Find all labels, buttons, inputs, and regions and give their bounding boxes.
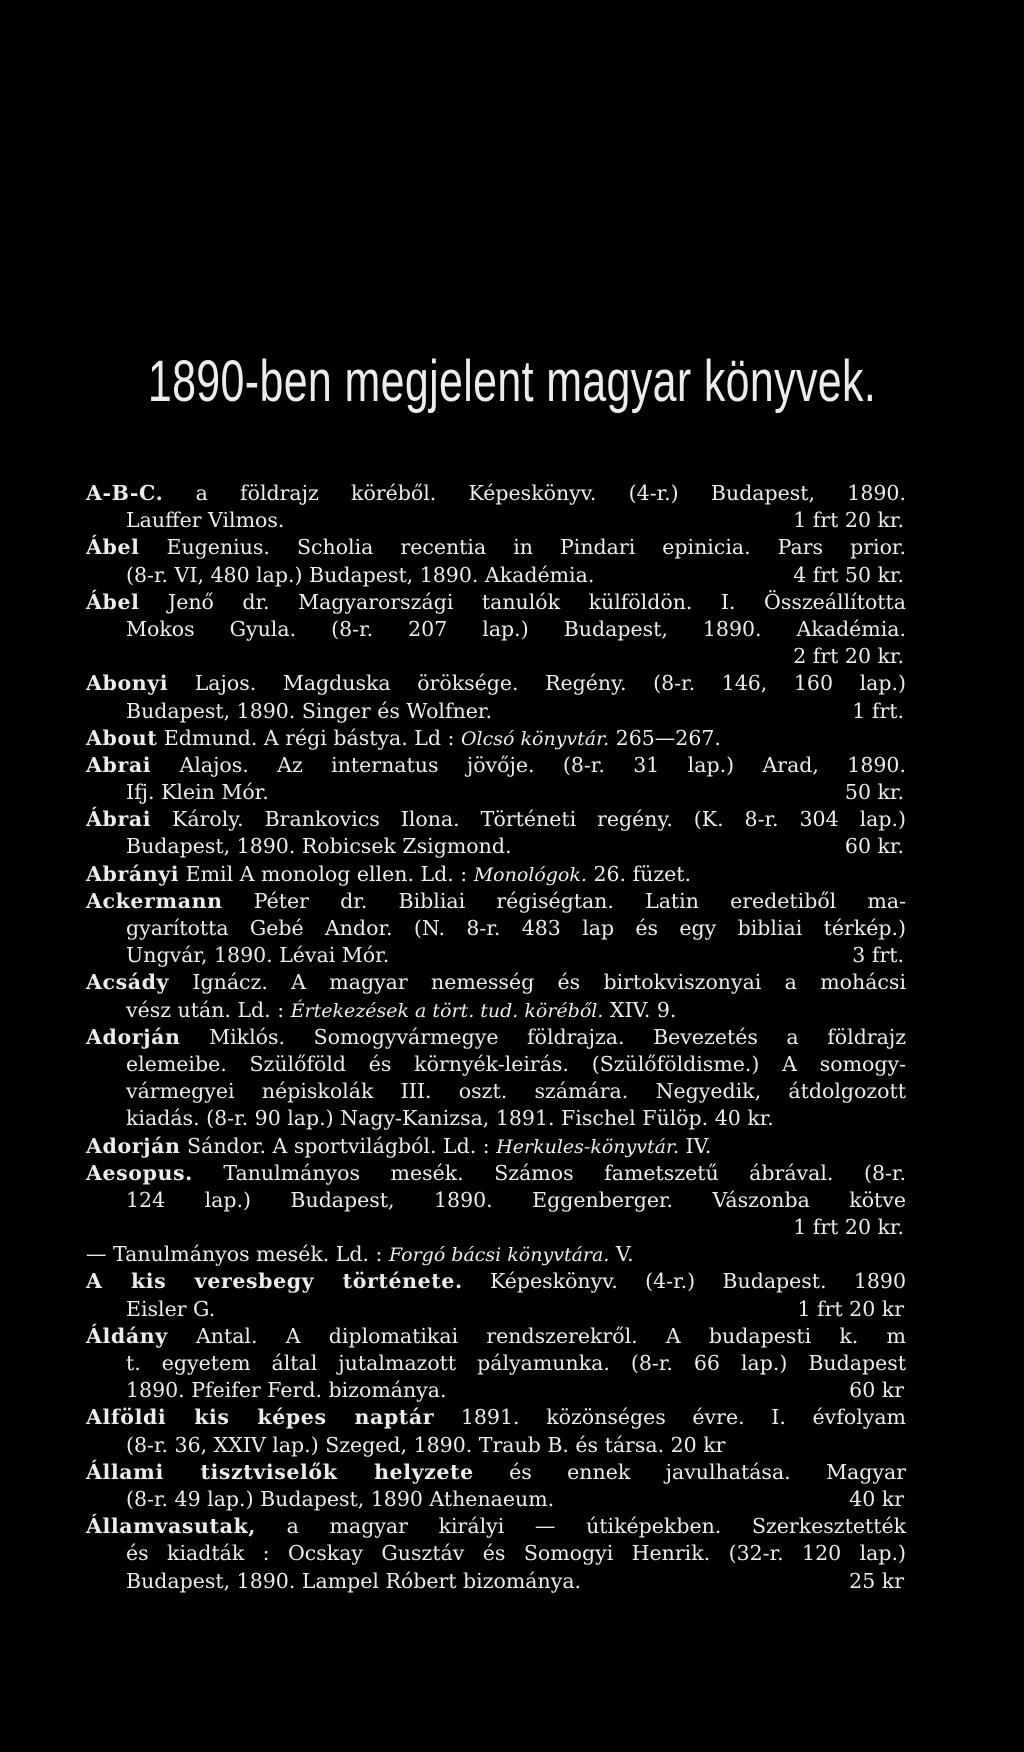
entry-price: 1 frt 20 kr. xyxy=(793,1215,904,1240)
entry-line xyxy=(86,779,906,806)
entry-body: Ifj. Klein Mór. xyxy=(126,780,269,805)
entry-series-number: 265—267. xyxy=(609,725,721,750)
entry-body: Képeskönyv. (4-r.) Budapest. 1890 xyxy=(462,1269,907,1294)
entry-line xyxy=(86,1296,906,1323)
entry-body: Ignácz. A magyar nemesség és birtokviszonyai a mohácsi xyxy=(169,970,906,995)
entry-list xyxy=(86,480,906,1595)
entry-line xyxy=(86,1323,906,1350)
entry-body: Budapest, 1890. Lampel Róbert bizománya. xyxy=(126,1568,582,1593)
entry-line xyxy=(86,1350,906,1377)
entry-price: 1 frt 20 kr xyxy=(797,1296,904,1321)
entry-line xyxy=(86,915,906,942)
entry-series-number: V. xyxy=(609,1242,634,1267)
entry-line xyxy=(86,997,906,1024)
entry-headword: Ábel xyxy=(86,589,140,614)
entry-line xyxy=(86,534,906,561)
entry-line xyxy=(86,725,906,752)
entry-headword: Alföldi kis képes naptár xyxy=(86,1405,435,1430)
entry-body: Mokos Gyula. (8-r. 207 lap.) Budapest, 1890. Akadémia. xyxy=(126,616,906,641)
entry-text xyxy=(126,1377,447,1404)
entry-body: Ungvár, 1890. Lévai Mór. xyxy=(126,943,390,968)
entry-body: elemeibe. Szülőföld és környék-leirás. (Szülőföldisme.) A somogy- xyxy=(126,1051,906,1076)
entry-text xyxy=(126,698,492,725)
entry-body: (8-r. 49 lap.) Budapest, 1890 Athenaeum. xyxy=(126,1486,555,1511)
entry-headword: Aesopus. xyxy=(86,1160,193,1185)
entry-line xyxy=(86,833,906,860)
entry-line xyxy=(86,1377,906,1404)
entry-headword: Ackermann xyxy=(86,888,223,913)
entry-headword: A-B-C. xyxy=(86,481,164,505)
entry-series: Monológok. xyxy=(473,863,587,886)
entry-headword: Abonyi xyxy=(86,671,169,696)
entry-body: Eisler G. xyxy=(126,1296,216,1321)
entry-price: 2 frt 20 kr. xyxy=(793,644,904,669)
entry-line xyxy=(86,1459,906,1486)
entry-line xyxy=(86,1540,906,1567)
entry-line xyxy=(86,1568,906,1595)
entry-text xyxy=(126,1486,554,1513)
entry-text xyxy=(126,562,594,589)
entry-body: Budapest, 1890. Robicsek Zsigmond. xyxy=(126,834,512,859)
entry-line xyxy=(86,589,906,616)
entry-line xyxy=(86,1241,906,1268)
entry-headword: Ábel xyxy=(86,535,140,560)
entry-series: Értekezések a tört. tud. köréből. xyxy=(290,999,604,1022)
entry-line xyxy=(86,888,906,915)
entry-line xyxy=(86,1187,906,1214)
entry-line xyxy=(86,1214,906,1241)
entry-price: 1 frt 20 kr. xyxy=(793,508,904,533)
entry-body: Edmund. A régi bástya. Ld : xyxy=(157,725,461,750)
entry-series: Olcsó könyvtár. xyxy=(460,727,610,750)
entry-series-number: IV. xyxy=(679,1133,712,1158)
entry-body: Alajos. Az internatus jövője. (8-r. 31 lap.) Arad, 1890. xyxy=(151,752,906,777)
entry-body: Jenő dr. Magyarországi tanulók külföldön. I. Összeállította xyxy=(139,589,906,614)
entry-text xyxy=(126,833,511,860)
entry-line xyxy=(86,1024,906,1051)
entry-body: a földrajz köréből. Képeskönyv. (4-r.) Budapest, 1890. xyxy=(163,481,906,505)
entry-body: gyarította Gebé Andor. (N. 8-r. 483 lap és egy bibliai térkép.) xyxy=(126,916,906,940)
entry-text xyxy=(126,1568,581,1595)
entry-price: 25 kr xyxy=(849,1568,904,1593)
entry-line xyxy=(86,1133,906,1160)
entry-headword: Állami tisztviselők helyzete xyxy=(86,1459,474,1484)
entry-line xyxy=(86,670,906,697)
entry-body: vármegyei népiskolák III. oszt. számára. Negyedik, átdolgozott xyxy=(126,1079,906,1104)
entry-body: Lauffer Vilmos. xyxy=(126,508,285,533)
entry-price: 1 frt. xyxy=(852,698,904,723)
entry-line xyxy=(86,1105,906,1132)
entry-line xyxy=(86,1513,906,1540)
entry-headword: Adorján xyxy=(86,1133,181,1158)
entry-series: Herkules-könyvtár. xyxy=(496,1135,679,1158)
entry-body: Péter dr. Bibliai régiségtan. Latin eredetiből ma- xyxy=(222,888,906,913)
entry-line xyxy=(86,861,906,888)
entry-body: Eugenius. Scholia recentia in Pindari epinicia. Pars prior. xyxy=(139,535,906,560)
entry-body: a magyar királyi — útiképekben. Szerkesztették xyxy=(256,1514,906,1539)
entry-series-number: 26. füzet. xyxy=(586,861,692,886)
entry-line xyxy=(86,1078,906,1105)
entry-headword: Abrai xyxy=(86,752,152,777)
entry-body: 124 lap.) Budapest, 1890. Eggenberger. Vászonba kötve xyxy=(126,1187,906,1212)
entry-body: vész után. Ld. : xyxy=(126,997,291,1022)
entry-body: Budapest, 1890. Singer és Wolfner. xyxy=(126,698,492,723)
entry-headword: Ábrai xyxy=(86,807,152,832)
entry-line xyxy=(86,643,906,670)
entry-line xyxy=(86,507,906,534)
entry-line xyxy=(86,806,906,833)
entry-body: Károly. Brankovics Ilona. Történeti regény. (K. 8-r. 304 lap.) xyxy=(151,807,906,832)
entry-body: Miklós. Somogyvármegye földrajza. Bevezetés a földrajz xyxy=(180,1024,906,1049)
entry-series-number: XIV. 9. xyxy=(603,997,677,1022)
entry-headword: About xyxy=(86,725,158,750)
entry-body: kiadás. (8-r. 90 lap.) Nagy-Kanizsa, 1891. Fischel Fülöp. 40 kr. xyxy=(126,1106,774,1131)
entry-body: Emil A monolog ellen. Ld. : xyxy=(179,861,474,886)
entry-body: 1890. Pfeifer Ferd. bizománya. xyxy=(126,1378,447,1403)
entry-body: Antal. A diplomatikai rendszerekről. A budapesti k. m xyxy=(167,1323,906,1348)
entry-headword: A kis veresbegy története. xyxy=(86,1269,463,1294)
entry-body: és kiadták : Ocskay Gusztáv és Somogyi Henrik. (32-r. 120 lap.) xyxy=(126,1541,906,1566)
entry-headword: Acsády xyxy=(86,970,170,995)
entry-line xyxy=(86,1051,906,1078)
entry-price: 50 kr. xyxy=(844,780,904,805)
entry-line xyxy=(86,698,906,725)
entry-line xyxy=(86,1160,906,1187)
entry-body: Sándor. A sportvilágból. Ld. : xyxy=(180,1133,497,1158)
page-title: 1890-ben megjelent magyar könyvek. xyxy=(147,349,877,414)
entry-line xyxy=(86,942,906,969)
entry-body: és ennek javulhatása. Magyar xyxy=(473,1459,907,1484)
entry-line xyxy=(86,969,906,996)
entry-line xyxy=(86,1486,906,1513)
entry-series: Forgó bácsi könyvtára. xyxy=(388,1244,610,1267)
entry-line xyxy=(86,616,906,643)
entry-headword: Adorján xyxy=(86,1024,181,1049)
entry-price: 4 frt 50 kr. xyxy=(793,562,904,587)
entry-text xyxy=(126,1296,215,1323)
entry-headword: Államvasutak, xyxy=(86,1514,256,1539)
entry-headword: Áldány xyxy=(86,1323,168,1348)
entry-body: — Tanulmányos mesék. Ld. : xyxy=(86,1242,389,1267)
entry-body: Tanulmányos mesék. Számos fametszetű ábrával. (8-r. xyxy=(192,1160,906,1185)
entry-price: 60 kr xyxy=(849,1378,904,1403)
entry-body: Lajos. Magduska öröksége. Regény. (8-r. 146, 160 lap.) xyxy=(168,671,906,696)
entry-body: 1891. közönséges évre. I. évfolyam xyxy=(434,1405,906,1430)
entry-body: (8-r. VI, 480 lap.) Budapest, 1890. Akadémia. xyxy=(126,562,595,587)
entry-price: 3 frt. xyxy=(852,943,904,968)
entry-text xyxy=(126,942,389,969)
entry-line xyxy=(86,1432,906,1459)
entry-line xyxy=(86,562,906,589)
entry-line xyxy=(86,1404,906,1431)
entry-body: t. egyetem által jutalmazott pályamunka. (8-r. 66 lap.) Budapest xyxy=(126,1351,906,1375)
entry-text xyxy=(126,779,269,806)
entry-price: 40 kr xyxy=(849,1486,904,1511)
entry-price: 60 kr. xyxy=(844,834,904,859)
entry-body: (8-r. 36, XXIV lap.) Szeged, 1890. Traub B. és társa. 20 kr xyxy=(126,1432,726,1457)
entry-headword: Abrányi xyxy=(86,861,180,886)
entry-line xyxy=(86,1268,906,1295)
entry-line xyxy=(86,480,906,507)
entry-line xyxy=(86,752,906,779)
entry-text xyxy=(126,507,284,534)
